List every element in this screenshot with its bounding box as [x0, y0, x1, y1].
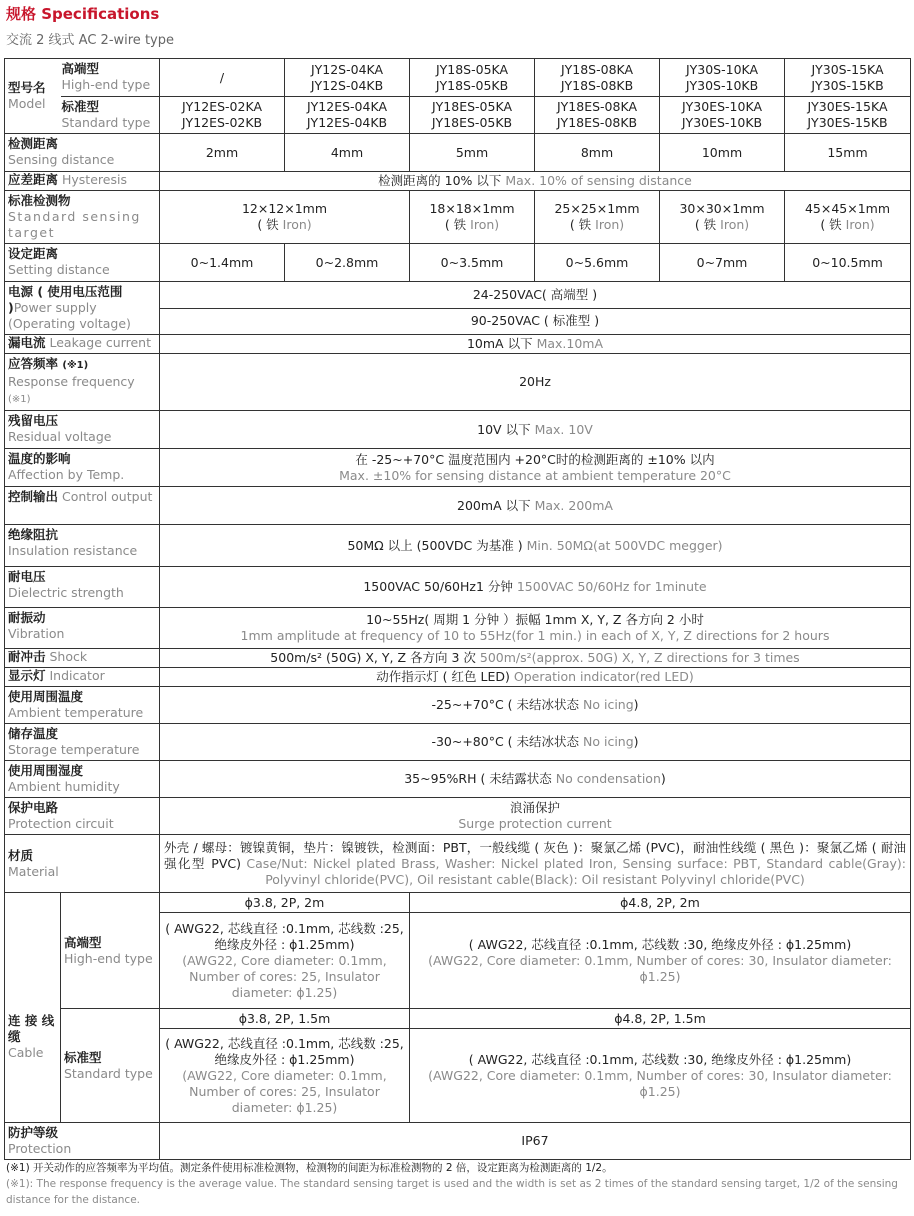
value-cell: 0~3.5mm — [410, 244, 535, 282]
cable-spec-detail: ( AWG22, 芯线直径 :0.1mm, 芯线数 :30, 绝缘皮外径 : ϕ1.25mm) (AWG22, Core diameter: 0.1mm, Number of cores: 30, Insulator diameter: ϕ1.25) — [410, 913, 911, 1009]
model-cell: JY12S-04KA JY12S-04KB — [285, 59, 410, 97]
model-cell: JY18ES-05KA JY18ES-05KB — [410, 97, 535, 134]
model-standard-label: 标准型 Standard type — [61, 97, 160, 134]
storage-temp-label: 储存温度 Storage temperature — [5, 724, 160, 761]
value-cell: 0~7mm — [660, 244, 785, 282]
setting-distance-label: 设定距离 Setting distance — [5, 244, 160, 282]
dielectric-row — [5, 567, 911, 608]
leakage-label: 漏电流 Leakage current — [5, 335, 160, 354]
model-cell: JY30S-10KA JY30S-10KB — [660, 59, 785, 97]
model-cell: JY18S-05KA JY18S-05KB — [410, 59, 535, 97]
page-subtitle: 交流 2 线式 AC 2-wire type — [6, 33, 174, 48]
model-cell: JY30ES-10KA JY30ES-10KB — [660, 97, 785, 134]
hysteresis-row — [5, 172, 911, 191]
residual-label: 残留电压 Residual voltage — [5, 411, 160, 449]
material-row — [5, 835, 911, 893]
protection-row — [5, 1123, 911, 1160]
cable-spec-head: ϕ4.8, 2P, 1.5m — [410, 1009, 911, 1029]
shock-row — [5, 649, 911, 668]
control-output-value: 200mA 以下 Max. 200mA — [160, 487, 911, 525]
hysteresis-value: 检测距离的 10% 以下 Max. 10% of sensing distance — [160, 172, 911, 191]
value-cell: 0~2.8mm — [285, 244, 410, 282]
model-cell: JY30ES-15KA JY30ES-15KB — [785, 97, 911, 134]
leakage-value: 10mA 以下 Max.10mA — [160, 335, 911, 354]
cable-high-end-head-row — [5, 893, 911, 913]
value-cell: 0~5.6mm — [535, 244, 660, 282]
target-cell: 18×18×1mm ( 铁 Iron) — [410, 191, 535, 244]
value-cell: 15mm — [785, 134, 911, 172]
vibration-label: 耐振动 Vibration — [5, 608, 160, 649]
model-cell: JY18S-08KA JY18S-08KB — [535, 59, 660, 97]
cable-spec-detail: ( AWG22, 芯线直径 :0.1mm, 芯线数 :25, 绝缘皮外径 : ϕ1.25mm) (AWG22, Core diameter: 0.1mm, Number of cores: 25, Insulator diameter: ϕ1.25) — [160, 913, 410, 1009]
storage-temp-row — [5, 724, 911, 761]
indicator-value: 动作指示灯 ( 红色 LED) Operation indicator(red LED) — [160, 668, 911, 687]
insulation-value: 50MΩ 以上 (500VDC 为基准 ) Min. 50MΩ(at 500VDC megger) — [160, 525, 911, 567]
control-output-row — [5, 487, 911, 525]
response-value: 20Hz — [160, 354, 911, 411]
value-cell: 5mm — [410, 134, 535, 172]
target-cell: 30×30×1mm ( 铁 Iron) — [660, 191, 785, 244]
humidity-value: 35~95%RH ( 未结露状态 No condensation) — [160, 761, 911, 798]
spec-table — [4, 58, 911, 1160]
vibration-row — [5, 608, 911, 649]
ambient-temp-value: -25~+70°C ( 未结冰状态 No icing) — [160, 687, 911, 724]
target-cell: 12×12×1mm ( 铁 Iron) — [160, 191, 410, 244]
setting-distance-row — [5, 244, 911, 282]
footnote-zh: (※1) 开关动作的应答频率为平均值。测定条件使用标准检测物，检测物的间距为标准检测物的 2 倍，设定距离为检测距离的 1/2。 — [6, 1162, 613, 1174]
value-cell: 8mm — [535, 134, 660, 172]
value-cell: 0~10.5mm — [785, 244, 911, 282]
material-value: 外壳 / 螺母：镀镍黄铜，垫片：镍镀铁，检测面：PBT，一般线缆 ( 灰色 )：聚氯乙烯 (PVC)，耐油性线缆 ( 黑色 )：聚氯乙烯 ( 耐油强化型 PVC) Case/Nut: Nickel plated Brass, Washer: Nickel plated Iron, Sensing surface: PBT, Standard cable(Gray): Polyvinyl chloride(PVC), Oil resistant cable(Black): Oil resistant Polyvinyl chloride(PVC) — [160, 835, 911, 893]
model-cell: JY12ES-02KA JY12ES-02KB — [160, 97, 285, 134]
storage-temp-value: -30~+80°C ( 未结冰状态 No icing) — [160, 724, 911, 761]
humidity-row — [5, 761, 911, 798]
protection-label: 防护等级 Protection — [5, 1123, 160, 1160]
value-cell: 2mm — [160, 134, 285, 172]
sensing-distance-row — [5, 134, 911, 172]
material-label: 材质 Material — [5, 835, 160, 893]
cable-standard-label: 标准型 Standard type — [61, 1009, 160, 1123]
leakage-row — [5, 335, 911, 354]
model-cell: JY18ES-08KA JY18ES-08KB — [535, 97, 660, 134]
footnotes — [6, 1160, 910, 1208]
response-label: 应答频率 (※1) Response frequency (※1) — [5, 354, 160, 411]
power-value-high-end: 24-250VAC( 高端型 ) — [160, 282, 911, 309]
residual-value: 10V 以下 Max. 10V — [160, 411, 911, 449]
cable-spec-detail: ( AWG22, 芯线直径 :0.1mm, 芯线数 :30, 绝缘皮外径 : ϕ1.25mm) (AWG22, Core diameter: 0.1mm, Number of cores: 30, Insulator diameter: ϕ1.25) — [410, 1029, 911, 1123]
cable-standard-head-row — [5, 1009, 911, 1029]
protection-circuit-value: 浪涌保护 Surge protection current — [160, 798, 911, 835]
page-title: 规格 Specifications — [6, 5, 160, 23]
power-label: 电源 ( 使用电压范围 )Power supply (Operating voltage) — [5, 282, 160, 335]
dielectric-label: 耐电压 Dielectric strength — [5, 567, 160, 608]
footnote-en: (※1): The response frequency is the average value. The standard sensing target is used and the width is set as 2 times of the standard sensing target, 1/2 of the sensing distance for the distance. — [6, 1178, 898, 1206]
temp-affect-row — [5, 449, 911, 487]
cable-label: 连 接 线 缆 Cable — [5, 893, 61, 1123]
target-label: 标准检测物 Standard sensing target — [5, 191, 160, 244]
humidity-label: 使用周围湿度 Ambient humidity — [5, 761, 160, 798]
hysteresis-label: 应差距离 Hysteresis — [5, 172, 160, 191]
target-cell: 25×25×1mm ( 铁 Iron) — [535, 191, 660, 244]
model-standard-row — [5, 97, 911, 134]
response-row — [5, 354, 911, 411]
cable-spec-head: ϕ3.8, 2P, 2m — [160, 893, 410, 913]
temp-affect-value: 在 -25~+70°C 温度范围内 +20°C时的检测距离的 ±10% 以内 Max. ±10% for sensing distance at ambient temperature 20°C — [160, 449, 911, 487]
target-row — [5, 191, 911, 244]
target-cell: 45×45×1mm ( 铁 Iron) — [785, 191, 911, 244]
ambient-temp-label: 使用周围温度 Ambient temperature — [5, 687, 160, 724]
model-high-end-row — [5, 59, 911, 97]
value-cell: 0~1.4mm — [160, 244, 285, 282]
control-output-label: 控制输出 Control output — [5, 487, 160, 525]
temp-affect-label: 温度的影响 Affection by Temp. — [5, 449, 160, 487]
model-cell: / — [160, 59, 285, 97]
protection-value: IP67 — [160, 1123, 911, 1160]
insulation-row — [5, 525, 911, 567]
model-high-end-label: 高端型 High-end type — [61, 59, 160, 97]
cable-spec-head: ϕ4.8, 2P, 2m — [410, 893, 911, 913]
shock-label: 耐冲击 Shock — [5, 649, 160, 668]
cable-spec-detail: ( AWG22, 芯线直径 :0.1mm, 芯线数 :25, 绝缘皮外径 : ϕ1.25mm) (AWG22, Core diameter: 0.1mm, Number of cores: 25, Insulator diameter: ϕ1.25) — [160, 1029, 410, 1123]
model-label: 型号名 Model — [5, 59, 61, 134]
power-value-standard: 90-250VAC ( 标准型 ) — [160, 308, 911, 335]
model-cell: JY12ES-04KA JY12ES-04KB — [285, 97, 410, 134]
dielectric-value: 1500VAC 50/60Hz1 分钟 1500VAC 50/60Hz for 1minute — [160, 567, 911, 608]
sensing-distance-label: 检测距离 Sensing distance — [5, 134, 160, 172]
model-cell: JY30S-15KA JY30S-15KB — [785, 59, 911, 97]
value-cell: 10mm — [660, 134, 785, 172]
vibration-value: 10~55Hz( 周期 1 分钟 ）振幅 1mm X, Y, Z 各方向 2 小时 1mm amplitude at frequency of 10 to 55Hz(for 1 min.) in each of X, Y, Z directions for 2 hours — [160, 608, 911, 649]
protection-circuit-label: 保护电路 Protection circuit — [5, 798, 160, 835]
value-cell: 4mm — [285, 134, 410, 172]
shock-value: 500m/s² (50G) X, Y, Z 各方向 3 次 500m/s²(approx. 50G) X, Y, Z directions for 3 times — [160, 649, 911, 668]
indicator-row — [5, 668, 911, 687]
residual-row — [5, 411, 911, 449]
cable-high-end-label: 高端型 High-end type — [61, 893, 160, 1009]
power-row-1 — [5, 282, 911, 309]
insulation-label: 绝缘阻抗 Insulation resistance — [5, 525, 160, 567]
ambient-temp-row — [5, 687, 911, 724]
indicator-label: 显示灯 Indicator — [5, 668, 160, 687]
protection-circuit-row — [5, 798, 911, 835]
cable-spec-head: ϕ3.8, 2P, 1.5m — [160, 1009, 410, 1029]
